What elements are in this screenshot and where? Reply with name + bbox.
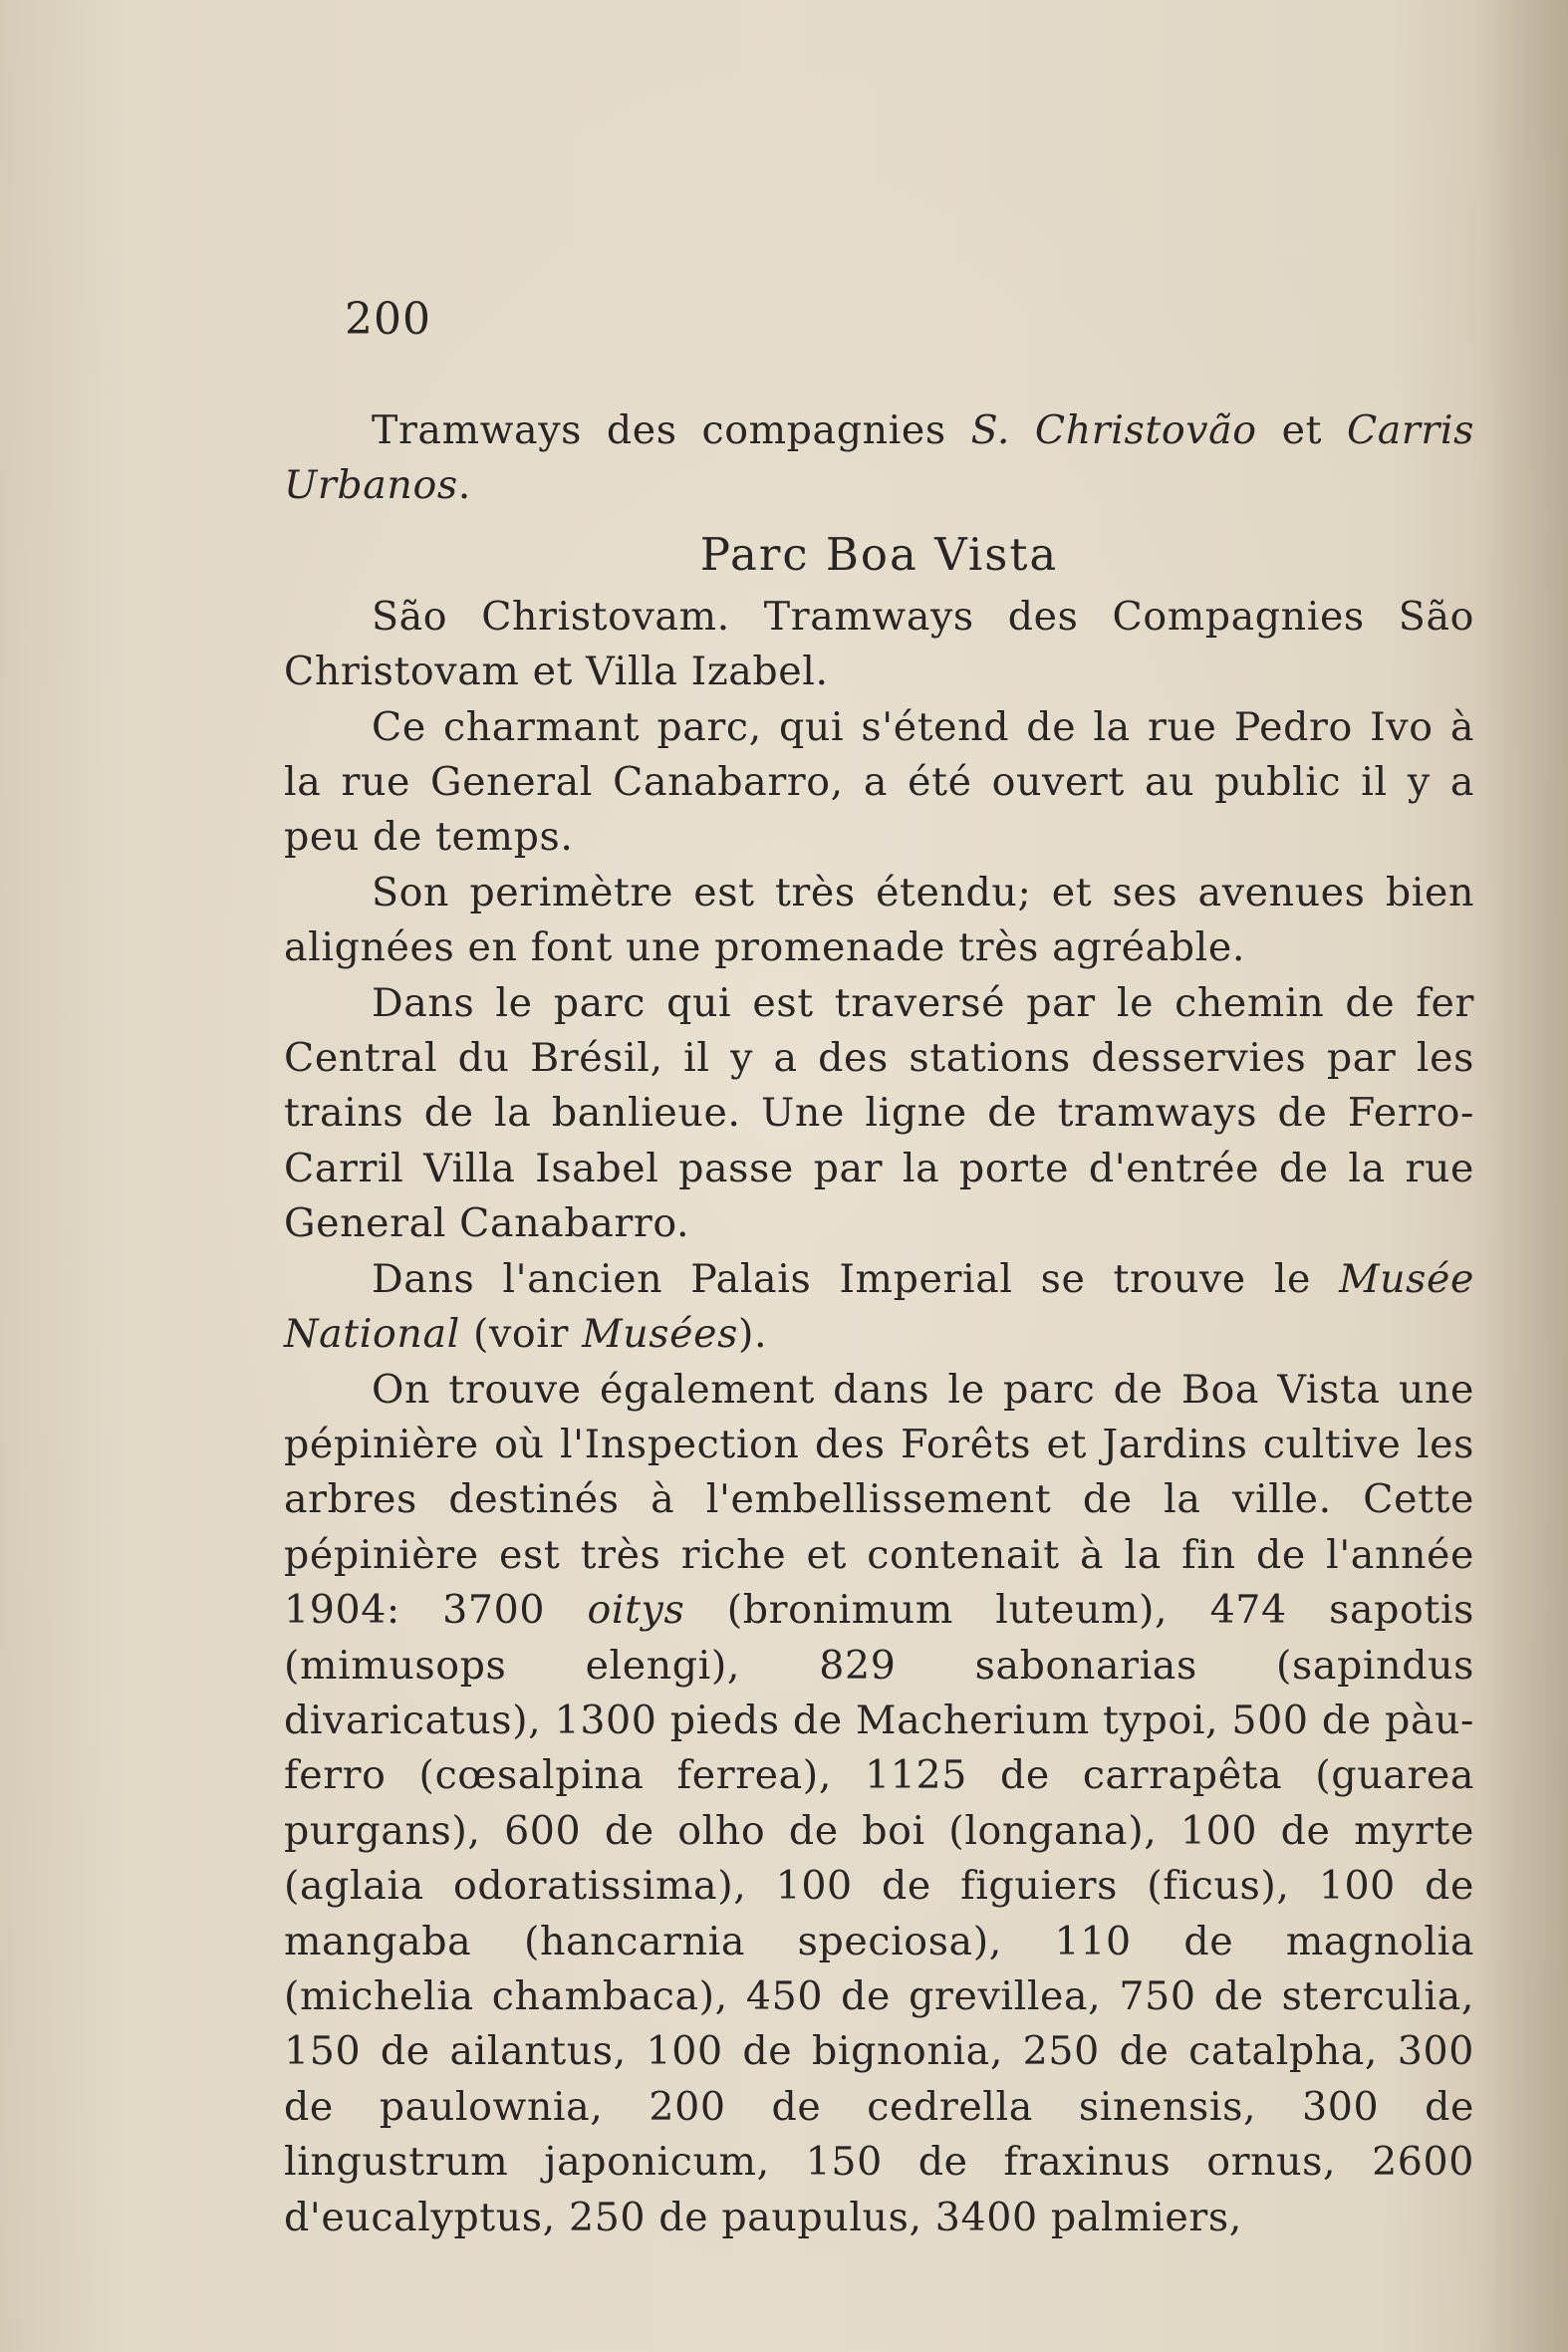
para5-text-c: ). [737,1311,768,1358]
paragraph-4: Dans le parc qui est traversé par le chemin de fer Central du Brésil, il y a des stations desservies par les trains de la banlieue. Une ligne de tramways de Ferro-Carril Villa Isabel passe par la porte d'entrée de la rue General Canabarro. [284,979,1474,1247]
para6-text-a: On trouve également dans le parc de Boa Vista une pépinière où l'Inspection des Forêts et Jardins cultive les arbres destinés à l'embellissement de la ville. Cette pépinière est très riche et contenait à la fin de l'année 1904: 3700 [284,1366,1474,1634]
page-number: 200 [345,294,431,345]
para5-italic-b: Musées [582,1311,738,1358]
paragraph-1: São Christovam. Tramways des Compagnies São Christovam et Villa Izabel. [284,593,1474,695]
section-title: Parc Boa Vista [699,527,1059,581]
page-body [284,403,1474,2245]
paragraph-5 [284,1252,1474,1363]
intro-text-a: Tramways des compagnies [372,407,971,453]
para6-text-b: (bronimum luteum), 474 sapotis (mimusops elengi), 829 sabonarias (sapindus divaricatus), 1300 pieds de Macherium typoi, 500 de pàu-ferro (cœsalpina ferrea), 1125 de carrapêta (guarea purgans), 600 de olho de boi (longana), 100 de myrte (aglaia odoratissima), 100 de figuiers (ficus), 100 de mangaba (hancarnia speciosa), 110 de magnolia (michelia chambaca), 450 de grevillea, 750 de sterculia, 150 de ailantus, 100 de bignonia, 250 de catalpha, 300 de paulownia, 200 de cedrella sinensis, 300 de lingustrum japonicum, 150 de fraxinus ornus, 2600 d'eucalyptus, 250 de paupulus, 3400 palmiers, [284,1587,1474,2240]
para5-text-a: Dans l'ancien Palais Imperial se trouve le [372,1255,1340,1302]
paragraph-3: Son perimètre est très étendu; et ses avenues bien alignées en font une promenade très agréable. [284,869,1474,971]
intro-text-c: . [457,462,471,509]
paragraph-2: Ce charmant parc, qui s'étend de la rue Pedro Ivo à la rue General Canabarro, a été ouvert au public il y a peu de temps. [284,703,1474,861]
para6-italic-a: oitys [587,1587,685,1634]
paragraph-6 [284,1363,1474,2246]
para5-italic-a: Musée National [284,1255,1474,1358]
para5-text-b: (voir [459,1311,583,1358]
intro-italic-b: Carris Urbanos [284,407,1474,509]
intro-text-b: et [1256,407,1347,453]
intro-line [284,403,1474,514]
intro-italic-a: S. Christovão [970,407,1257,453]
